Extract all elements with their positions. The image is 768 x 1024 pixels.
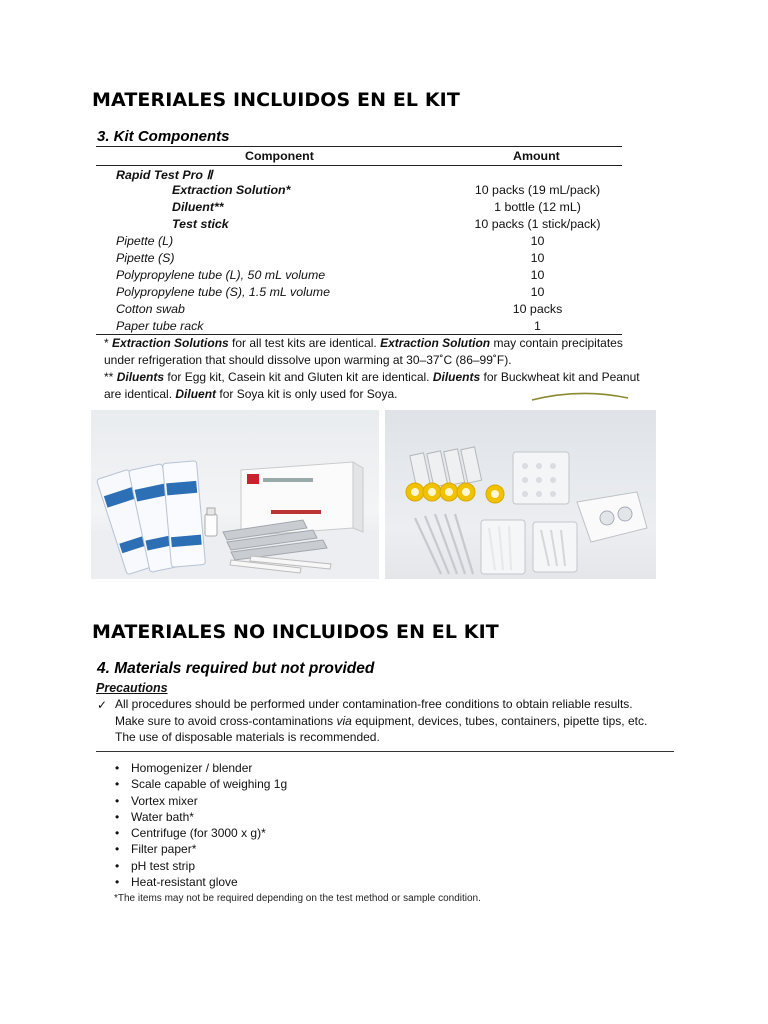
extraction-note: * Extraction Solutions for all test kits are identical. Extraction Solution may contain precipitates bbox=[104, 336, 623, 350]
diluent-note: ** Diluents for Egg kit, Casein kit and Gluten kit are identical. Diluents for Buckwheat kit and Peanut bbox=[104, 370, 640, 384]
kit-components-title: 3. Kit Components bbox=[97, 128, 230, 145]
list-item: • Water bath* bbox=[115, 810, 287, 826]
component-name: Test stick bbox=[172, 217, 229, 231]
component-name: Cotton swab bbox=[116, 302, 185, 316]
checkmark-icon: ✓ bbox=[97, 698, 108, 712]
list-item: • pH test strip bbox=[115, 859, 287, 875]
component-amount: 10 bbox=[530, 234, 545, 248]
component-name: Polypropylene tube (S), 1.5 mL volume bbox=[116, 285, 330, 299]
diluent-note-line2: are identical. Diluent for Soya kit is only used for Soya. bbox=[104, 387, 398, 401]
component-name: Diluent** bbox=[172, 200, 224, 214]
precaution-line-1: All procedures should be performed under contamination-free conditions to obtain reliable results. bbox=[115, 697, 633, 711]
table-top-rule bbox=[96, 146, 622, 147]
tube-group bbox=[406, 447, 504, 503]
materials-list bbox=[115, 761, 287, 891]
component-amount: 1 bbox=[534, 319, 541, 333]
component-name: Extraction Solution* bbox=[172, 183, 291, 197]
precaution-line-2: Make sure to avoid cross-contaminations via equipment, devices, tubes, containers, pipette tips, etc. bbox=[115, 714, 648, 728]
kit-contents-photo bbox=[385, 410, 656, 579]
component-amount: 10 bbox=[530, 251, 545, 265]
list-item: • Homogenizer / blender bbox=[115, 761, 287, 777]
component-amount: 10 bbox=[530, 268, 545, 282]
component-amount: 10 packs bbox=[512, 302, 563, 316]
group-rapid-test-pro: Rapid Test Pro Ⅱ bbox=[116, 168, 213, 182]
list-item: • Heat-resistant glove bbox=[115, 875, 287, 891]
heading-materials-not-included: MATERIALES NO INCLUIDOS EN EL KIT bbox=[92, 621, 499, 643]
table-header-rule bbox=[96, 165, 622, 166]
section-divider bbox=[96, 751, 674, 752]
list-item: • Filter paper* bbox=[115, 842, 287, 858]
component-name: Pipette (L) bbox=[116, 234, 174, 248]
col-header-component: Component bbox=[245, 149, 314, 163]
component-amount: 1 bottle (12 mL) bbox=[494, 200, 581, 214]
component-name: Pipette (S) bbox=[116, 251, 175, 265]
list-item: • Vortex mixer bbox=[115, 794, 287, 810]
decorative-swoosh bbox=[530, 388, 630, 402]
component-amount: 10 bbox=[530, 285, 545, 299]
component-amount: 10 packs (1 stick/pack) bbox=[474, 217, 601, 231]
materials-required-title: 4. Materials required but not provided bbox=[97, 660, 375, 677]
precautions-label: Precautions bbox=[96, 681, 168, 695]
table-bottom-rule bbox=[96, 334, 622, 335]
kit-box-photo bbox=[91, 410, 379, 579]
component-name: Paper tube rack bbox=[116, 319, 204, 333]
extraction-note-line2: under refrigeration that should dissolve upon warming at 30–37˚C (86–99˚F). bbox=[104, 353, 512, 367]
list-item: • Scale capable of weighing 1g bbox=[115, 777, 287, 793]
heading-materials-included: MATERIALES INCLUIDOS EN EL KIT bbox=[92, 89, 460, 111]
component-name: Polypropylene tube (L), 50 mL volume bbox=[116, 268, 326, 282]
component-amount: 10 packs (19 mL/pack) bbox=[474, 183, 601, 197]
list-item: • Centrifuge (for 3000 x g)* bbox=[115, 826, 287, 842]
precaution-line-3: The use of disposable materials is recommended. bbox=[115, 730, 380, 744]
materials-footnote: *The items may not be required depending on the test method or sample condition. bbox=[114, 893, 481, 904]
col-header-amount: Amount bbox=[513, 149, 560, 163]
